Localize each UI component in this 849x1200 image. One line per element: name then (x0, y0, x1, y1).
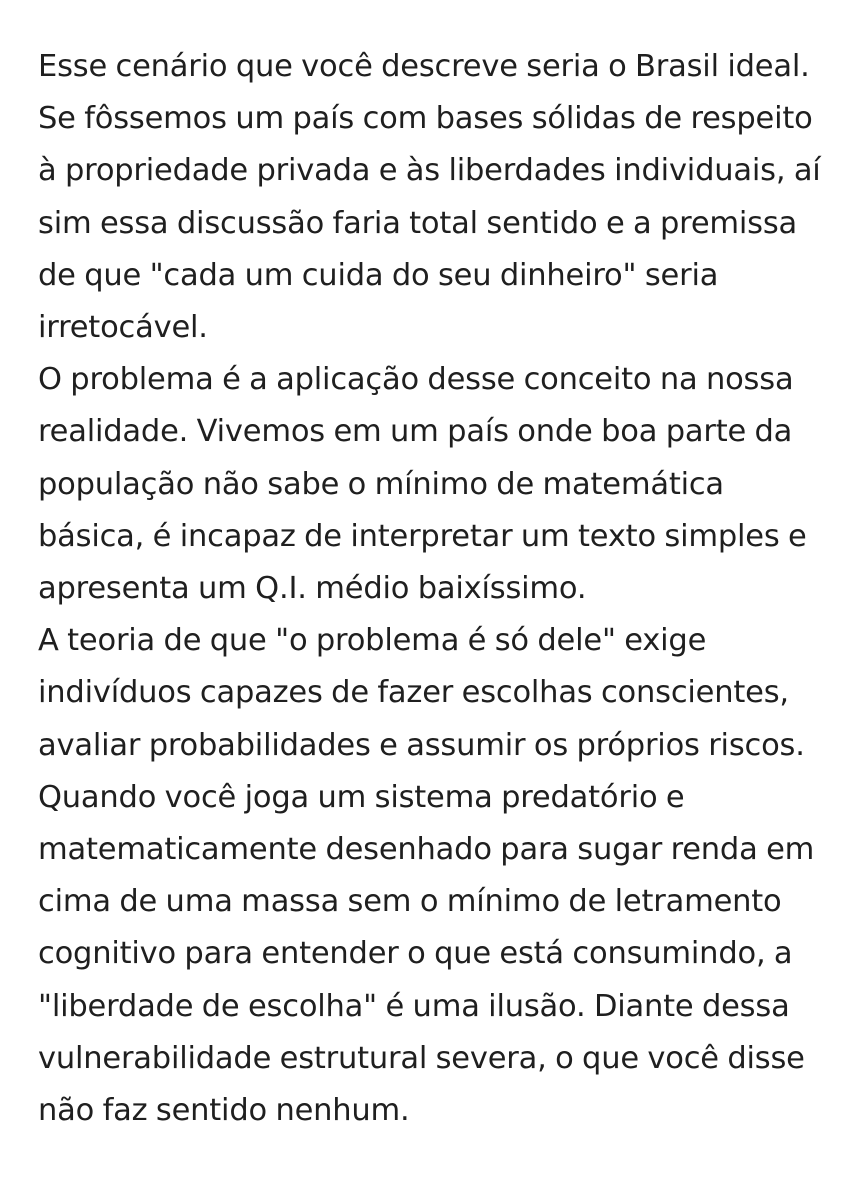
text-line: indivíduos capazes de fazer escolhas conscientes, (38, 675, 789, 711)
text-line: realidade. Vivemos em um país onde boa parte da (38, 414, 793, 450)
text-line: básica, é incapaz de interpretar um texto simples e (38, 518, 807, 554)
text-line: cognitivo para entender o que está consumindo, a (38, 936, 793, 972)
text-line: não faz sentido nenhum. (38, 1093, 410, 1129)
text-line: Esse cenário que você descreve seria o Brasil ideal. (38, 49, 810, 84)
text-line: de que "cada um cuida do seu dinheiro" seria (38, 257, 719, 293)
text-line: O problema é a aplicação desse conceito na nossa (38, 362, 794, 398)
text-body (38, 41, 828, 1137)
text-line: "liberdade de escolha" é uma ilusão. Diante dessa (38, 988, 790, 1024)
text-line: matematicamente desenhado para sugar renda em (38, 832, 815, 868)
text-line: Se fôssemos um país com bases sólidas de respeito (38, 101, 813, 137)
text-line: sim essa discussão faria total sentido e a premissa (38, 205, 798, 241)
text-line: população não sabe o mínimo de matemática (38, 466, 724, 502)
text-line: apresenta um Q.I. médio baixíssimo. (38, 571, 587, 607)
text-line: vulnerabilidade estrutural severa, o que você disse (38, 1040, 805, 1076)
text-line: Quando você joga um sistema predatório e (38, 779, 685, 815)
text-line: irretocável. (38, 310, 208, 346)
text-line: avaliar probabilidades e assumir os próprios riscos. (38, 727, 805, 763)
text-line: cima de uma massa sem o mínimo de letramento (38, 884, 782, 920)
text-line: A teoria de que "o problema é só dele" exige (38, 623, 707, 659)
text-line: à propriedade privada e às liberdades individuais, aí (38, 153, 821, 189)
